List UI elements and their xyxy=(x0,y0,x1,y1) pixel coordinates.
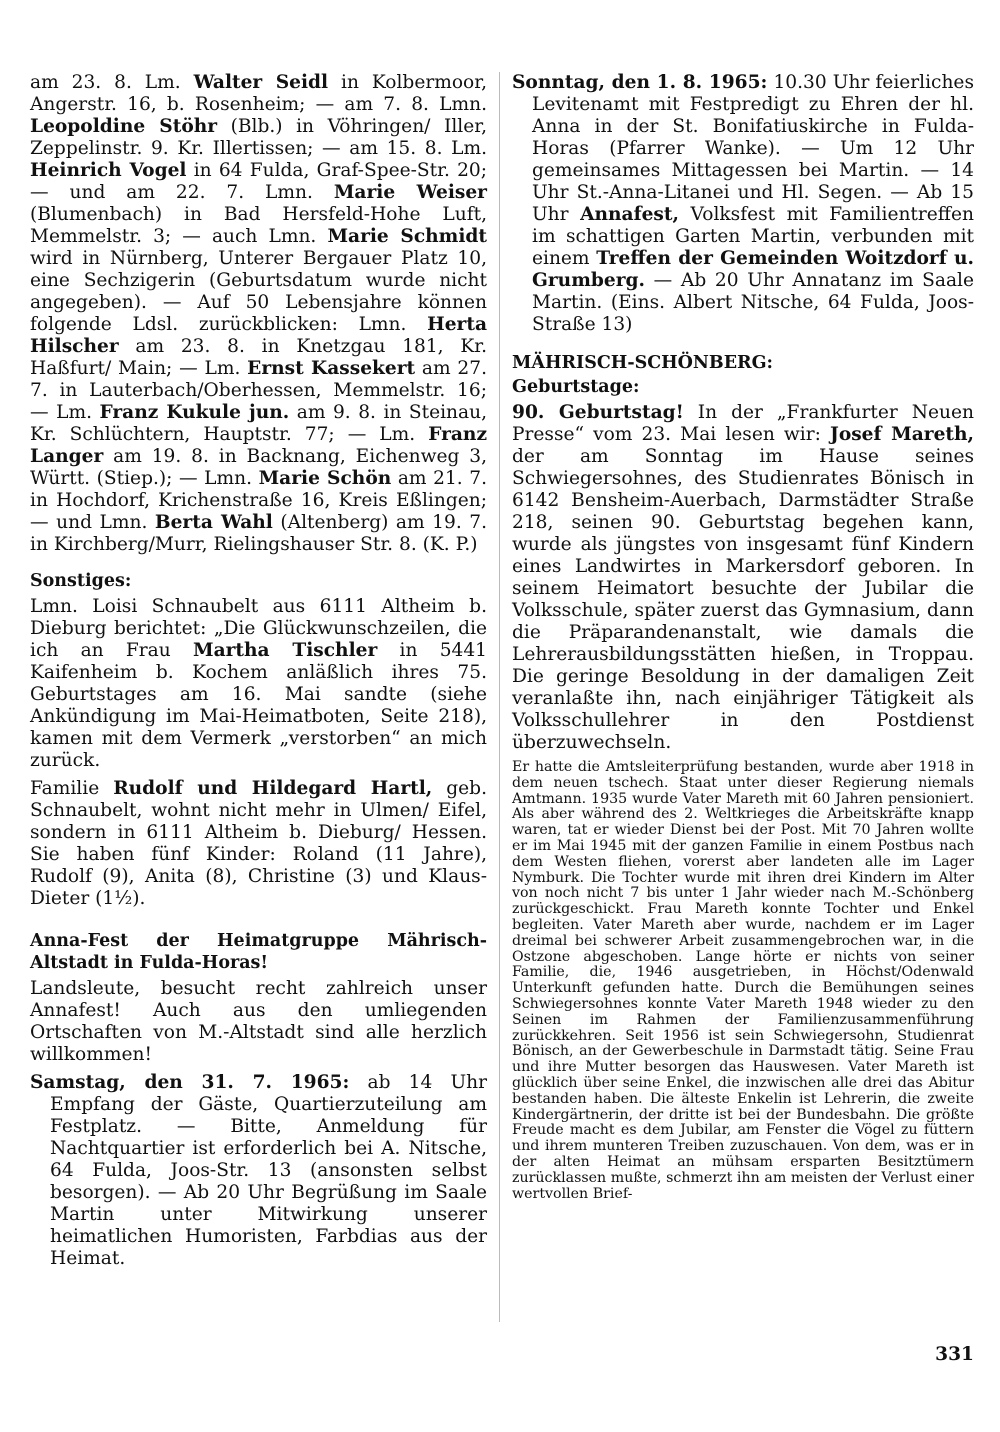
saturday-program: Samstag, den 31. 7. 1965: ab 14 Uhr Empfang der Gäste, Quartierzuteilung am Festplatz. — Bitte, Anmeldung für Nachtquartier ist erforderlich bei A. Nitsche, 64 Fulda, Joos-Str. 13 (ansonsten selbst besorgen). — Ab 20 Uhr Begrüßung im Saale Martin unter Mitwirkung unserer heimatlichen Humoristen, Farbdias aus der Heimat. xyxy=(30,1072,487,1269)
sunday-program: Sonntag, den 1. 8. 1965: 10.30 Uhr feierliches Levitenamt mit Festpredigt zu Ehren der hl. Anna in der St. Bonifatiuskirche in Fulda-Horas (Pfarrer Wanke). — Um 12 Uhr gemeinsames Mittagessen bei Martin. — 14 Uhr St.-Anna-Litanei und Hl. Segen. — Ab 15 Uhr Annafest, Volksfest mit Familientreffen im schattigen Garten Martin, verbunden mit einem Treffen der Gemeinden Woitzdorf u. Grumberg. — Ab 20 Uhr Annatanz im Saale Martin. (Eins. Albert Nitsche, 64 Fulda, Joos-Straße 13) xyxy=(512,72,974,335)
birthday-list-paragraph: am 23. 8. Lm. Walter Seidl in Kolbermoor, Angerstr. 16, b. Rosenheim; — am 7. 8. Lmn. Leopoldine Stöhr (Blb.) in Vöhringen/ Iller, Zeppelinstr. 9. Kr. Illertissen; — am 15. 8. Lm. Heinrich Vogel in 64 Fulda, Graf-Spee-Str. 20; — und am 22. 7. Lmn. Marie Weiser (Blumenbach) in Bad Hersfeld-Hohe Luft, Memmelstr. 3; — auch Lmn. Marie Schmidt wird in Nürnberg, Unterer Bergauer Platz 10, eine Sechzigerin (Geburtsdatum wurde nicht angegeben). — Auf 50 Lebensjahre können folgende Ldsl. zurückblicken: Lmn. Herta Hilscher am 23. 8. in Knetzgau 181, Kr. Haßfurt/ Main; — Lm. Ernst Kassekert am 27. 7. in Lauterbach/Oberhessen, Memmelstr. 16; — Lm. Franz Kukule jun. am 9. 8. in Steinau, Kr. Schlüchtern, Hauptstr. 77; — Lm. Franz Langer am 19. 8. in Backnang, Eichenweg 3, Württ. (Stiep.); — Lmn. Marie Schön am 21. 7. in Hochdorf, Krichenstraße 16, Kreis Eßlingen; — und Lmn. Berta Wahl (Altenberg) am 19. 7. in Kirchberg/Murr, Rielingshauser Str. 8. (K. P.) xyxy=(30,72,488,555)
name-herta-hilscher: Herta Hilscher xyxy=(30,314,487,357)
tischler-paragraph: Lmn. Loisi Schnaubelt aus 6111 Altheim b. Dieburg berichtet: „Die Glückwunschzeilen, die ich an Frau Martha Tischler in 5441 Kaifenheim b. Kochem anläßlich ihres 75. Geburtstages am 16. Mai sandte (siehe Ankündigung im Mai-Heimatboten, Seite 218), kamen mit dem Vermerk „verstorben“ an mich zurück. xyxy=(30,596,488,771)
name-walter-seidl: Walter Seidl xyxy=(193,72,329,93)
page-number: 331 xyxy=(935,1344,974,1365)
heading-maehrisch-schoenberg: MÄHRISCH-SCHÖNBERG: xyxy=(512,353,773,373)
right-column xyxy=(512,72,974,1202)
name-franz-langer: Franz Langer xyxy=(30,424,487,467)
treffen-label: Treffen der Gemeinden Woitzdorf u. Grumberg. xyxy=(532,248,974,291)
left-column xyxy=(30,72,487,1270)
column-divider xyxy=(499,72,500,1322)
name-marie-schoen: Marie Schön xyxy=(258,468,392,489)
annafest-invitation: Landsleute, besucht recht zahlreich unser Annafest! Auch aus den umliegenden Ortschaften von M.-Altstadt sind alle herzlich willkommen! xyxy=(30,978,487,1065)
saturday-date: Samstag, den 31. 7. 1965: xyxy=(30,1072,350,1093)
mareth-biography-smallprint: Er hatte die Amtsleiterprüfung bestanden, wurde aber 1918 in dem neuen tschech. Staat unter dieser Regierung niemals Amtmann. 1935 wurde Vater Mareth mit 60 Jahren pensioniert. Als aber während des 2. Weltkrieges die Arbeitskräfte knapp waren, tat er wieder Dienst bei der Post. Mit 70 Jahren wollte er im Mai 1945 mit der ganzen Familie in einem Postbus nach dem Westen fliehen, vorerst aber landeten alle im Lager Nymburk. Die Tochter wurde mit ihren drei Kindern im Alter von noch nicht 7 bis unter 1 Jahr wieder nach M.-Schönberg zurückgeschickt. Frau Mareth konnte Tochter und Enkel begleiten. Vater Mareth aber wurde, nachdem er im Lager dreimal bei schwerer Arbeit zusammengebrochen war, in die Ostzone abgeschoben. Lange hörte er nichts von seiner Familie, die, 1946 ausgetrieben, in Höchst/Odenwald Unterkunft gefunden hatte. Durch die Bemühungen seines Schwiegersohnes konnte Vater Mareth 1948 wieder zu den Seinen im Rahmen der Familienzusammenführung zurückkehren. Seit 1956 ist sein Schwiegersohn, Studienrat Bönisch, an der Gewerbeschule in Darmstadt tätig. Seine Frau und ihre Mutter besorgen das Hauswesen. Vater Mareth ist glücklich über seine Enkel, die inzwischen alle drei das Abitur bestanden haben. Die älteste Enkelin ist Lehrerin, die zweite Kindergärtnerin, der dritte ist bei der Bundesbahn. Die größte Freude macht es dem Jubilar, am Fenster die Vögel zu füttern und ihrem munteren Treiben zuzuschauen. Von dem, was er in der alten Heimat an mühsam ersparten Besitztümern zurücklassen mußte, schmerzt ihn am meisten der Verlust einer wertvollen Brief- xyxy=(512,759,974,1202)
name-marie-schmidt: Marie Schmidt xyxy=(327,226,487,247)
name-josef-mareth: Josef Mareth, xyxy=(830,424,975,445)
sunday-date: Sonntag, den 1. 8. 1965: xyxy=(512,72,768,93)
heading-annafest: Anna-Fest der Heimatgruppe Mährisch-Altstadt in Fulda-Horas! xyxy=(30,931,487,973)
name-leopoldine-stoehr: Leopoldine Stöhr xyxy=(30,116,218,137)
name-heinrich-vogel: Heinrich Vogel xyxy=(30,160,187,181)
name-ernst-kassekert: Ernst Kassekert xyxy=(247,358,416,379)
name-martha-tischler: Martha Tischler xyxy=(192,640,378,661)
name-rudolf-hildegard-hartl: Rudolf und Hildegard Hartl, xyxy=(113,778,433,799)
heading-geburtstage: Geburtstage: xyxy=(512,377,640,397)
heading-sonstiges: Sonstiges: xyxy=(30,571,132,591)
name-berta-wahl: Berta Wahl xyxy=(154,512,273,533)
name-marie-weiser: Marie Weiser xyxy=(333,182,487,203)
mareth-paragraph: 90. Geburtstag! In der „Frankfurter Neuen Presse“ vom 23. Mai lesen wir: Josef Mareth, der am Sonntag im Hause seines Schwiegersohnes, des Studienrates Bönisch in 6142 Bensheim-Auerbach, Darmstädter Straße 218, seinen 90. Geburtstag begehen kann, wurde als jüngstes von insgesamt fünf Kindern eines Landwirtes in Markersdorf geboren. In seinem Heimatort besuchte der Jubilar die Volksschule, später zuerst das Gymnasium, dann die Präparandenanstalt, wie damals die Lehrerausbildungsstätten hießen, in Troppau. Die geringe Besoldung in der damaligen Zeit veranlaßte ihn, nach einjähriger Tätigkeit als Volksschullehrer in den Postdienst überzuwechseln. xyxy=(512,402,975,753)
ninetieth-birthday-label: 90. Geburtstag! xyxy=(512,402,684,423)
annafest-label: Annafest, xyxy=(580,204,679,225)
name-franz-kukule: Franz Kukule jun. xyxy=(99,402,290,423)
hartl-paragraph: Familie Rudolf und Hildegard Hartl, geb. Schnaubelt, wohnt nicht mehr in Ulmen/ Eifel, sondern in 6111 Altheim b. Dieburg/ Hessen. Sie haben fünf Kinder: Roland (11 Jahre), Rudolf (9), Anita (8), Christine (3) und Klaus-Dieter (1½). xyxy=(30,778,487,909)
